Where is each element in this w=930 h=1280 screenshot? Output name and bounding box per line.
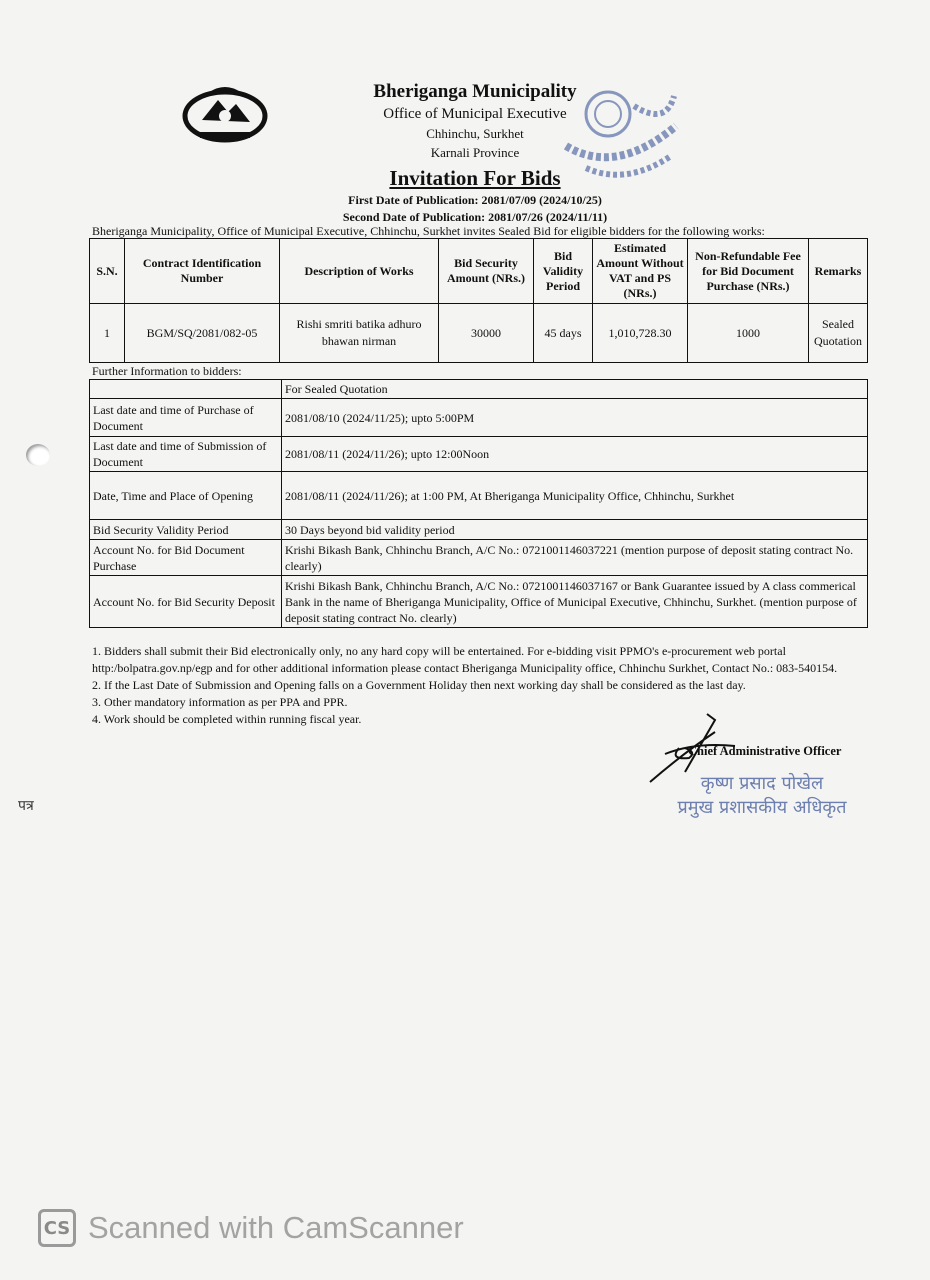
info-label: Date, Time and Place of Opening [90,472,282,520]
info-label: Last date and time of Purchase of Document [90,399,282,437]
stamp-name: कृष्ण प्रसाद पोखेल [700,773,824,794]
bid-works-table [89,238,868,363]
info-header-empty [90,380,282,399]
info-value: 2081/08/11 (2024/11/26); at 1:00 PM, At Bheriganga Municipality Office, Chhinchu, Surkhet [282,472,868,520]
further-info-table [89,379,868,628]
watermark-text: Scanned with CamScanner [88,1210,464,1245]
info-label: Account No. for Bid Document Purchase [90,540,282,576]
document-title: Invitation For Bids [389,166,561,190]
municipal-seal-stamp [556,86,688,198]
info-row [90,576,868,628]
punch-hole [26,444,50,466]
nepal-emblem-icon [180,82,270,144]
office-name: Office of Municipal Executive [383,106,567,122]
info-label: Bid Security Validity Period [90,520,282,540]
intro-paragraph: Bheriganga Municipality, Office of Municipal Executive, Chhinchu, Surkhet invites Sealed Bid for eligible bidders for the following works: [92,224,765,238]
header-description: Description of Works [280,239,439,304]
organization-name: Bheriganga Municipality [373,81,577,102]
first-publication-date: First Date of Publication: 2081/07/09 (2024/10/25) [348,193,602,207]
header-bid-security: Bid Security Amount (NRs.) [439,239,534,304]
address-line-1: Chhinchu, Surkhet [426,126,524,141]
signatory-name-stamp [662,772,862,832]
header-remarks: Remarks [809,239,868,304]
info-value: Krishi Bikash Bank, Chhinchu Branch, A/C No.: 0721001146037221 (mention purpose of deposit stating contract No. clearly) [282,540,868,576]
header-contract-id: Contract Identification Number [125,239,280,304]
info-row [90,472,868,520]
header-document-fee: Non-Refundable Fee for Bid Document Purchase (NRs.) [688,239,809,304]
cell-description: Rishi smriti batika adhuro bhawan nirman [280,304,439,363]
table-row [90,304,868,363]
signatory-title: Chief Administrative Officer [688,744,842,758]
note-item: 1. Bidders shall submit their Bid electronically only, no any hard copy will be entertained. For e-bidding visit PPMO's e-procurement web portal http:/bolpatra.gov.np/egp and for other additional information please contact Bheriganga Municipality office, Chhinchu Surkhet, Contact No.: 083-540154. [92,644,838,675]
cell-remarks: Sealed Quotation [809,304,868,363]
note-item: 4. Work should be completed within running fiscal year. [92,712,362,726]
info-row [90,520,868,540]
table-header-row [90,239,868,304]
info-label: Account No. for Bid Security Deposit [90,576,282,628]
address-line-2: Karnali Province [430,145,520,160]
info-header-value: For Sealed Quotation [282,380,868,399]
second-publication-date: Second Date of Publication: 2081/07/26 (2024/11/11) [342,210,608,224]
cell-estimated-amount: 1,010,728.30 [593,304,688,363]
cell-bid-security: 30000 [439,304,534,363]
info-row [90,437,868,472]
info-value: Krishi Bikash Bank, Chhinchu Branch, A/C No.: 0721001146037167 or Bank Guarantee issued by A class commerical Bank in the name of Bheriganga Municipality, Office of Municipal Executive, Chhinchu, Surkhet. (mention purpose of deposit stating contract No. clearly) [282,576,868,628]
camscanner-watermark [38,1206,464,1250]
header-estimated-amount: Estimated Amount Without VAT and PS (NRs.) [593,239,688,304]
note-item: 2. If the Last Date of Submission and Opening falls on a Government Holiday then next working day shall be considered as the last day. [92,678,746,692]
margin-mark: पत्र [18,798,34,814]
further-info-label: Further Information to bidders: [92,364,242,378]
stamp-designation: प्रमुख प्रशासकीय अधिकृत [677,797,847,818]
info-row [90,540,868,576]
cell-contract-id: BGM/SQ/2081/082-05 [125,304,280,363]
header-bid-validity: Bid Validity Period [534,239,593,304]
info-value: 2081/08/10 (2024/11/25); upto 5:00PM [282,399,868,437]
cell-bid-validity: 45 days [534,304,593,363]
camscanner-logo-icon: CS [38,1209,76,1247]
info-value: 2081/08/11 (2024/11/26); upto 12:00Noon [282,437,868,472]
cell-document-fee: 1000 [688,304,809,363]
info-label: Last date and time of Submission of Document [90,437,282,472]
info-value: 30 Days beyond bid validity period [282,520,868,540]
info-header-row [90,380,868,399]
header-sn: S.N. [90,239,125,304]
note-item: 3. Other mandatory information as per PPA and PPR. [92,695,348,709]
cell-sn: 1 [90,304,125,363]
info-row [90,399,868,437]
